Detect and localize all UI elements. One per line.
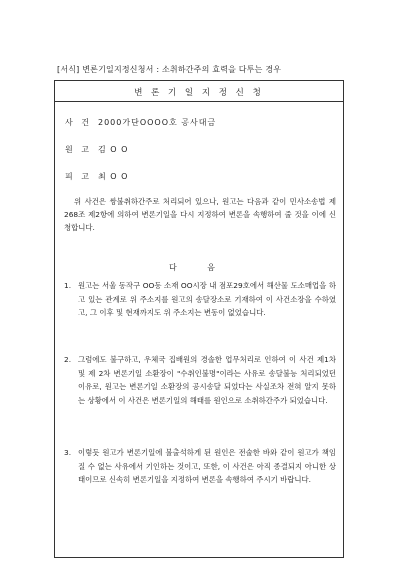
list-item [64, 279, 336, 320]
item-text: 이렇듯 원고가 변론기일에 불출석하게 된 원인은 전술한 바와 같이 원고가 책임질 수 없는 사유에서 기인하는 것이고, 또한, 이 사건은 아직 종결되지 아니한 상태이므로 신속히 변론기일을 지정하여 변론을 속행하여 주시기 바랍니다. [78, 448, 336, 484]
case-label: 사 건 [65, 118, 92, 127]
defendant-field [65, 171, 128, 182]
intro-paragraph: 위 사건은 쌍불취하간주로 처리되어 있으나, 원고는 다음과 같이 민사소송법 제268조 제2항에 의하여 변론기일을 다시 지정하여 변론을 속행하여 줄 것을 이에 신청합니다. [64, 197, 336, 232]
item-number: 2. [64, 355, 72, 364]
list-item [64, 353, 336, 407]
case-value: 2000가단OOOO호 공사대금 [98, 118, 217, 127]
item-text: 원고는 서울 동작구 OO동 소재 OO시장 내 점포29호에서 해산물 도소매업을 하고 있는 관계로 위 주소지를 원고의 송달장소로 기재하여 이 사건소장을 수하였고, 그 이후 및 현재까지도 위 주소지는 변동이 없었습니다. [78, 281, 336, 317]
defendant-value: 최 O O [98, 172, 129, 181]
defendant-label: 피 고 [65, 172, 92, 181]
document-title: 변 론 기 일 지 정 신 청 [134, 88, 264, 98]
plaintiff-label: 원 고 [65, 145, 92, 154]
case-field [65, 117, 216, 128]
item-number: 3. [64, 448, 72, 457]
plaintiff-field [65, 144, 128, 155]
item-number: 1. [64, 281, 72, 290]
form-header-label: [서식] 변론기일지정신청서 : 소취하간주의 효력을 다투는 경우 [57, 65, 282, 74]
application-form [54, 80, 344, 558]
item-text: 그럼에도 불구하고, 우체국 집배원의 경솔한 업무처리로 인하여 이 사건 제1차 및 제 2차 변론기일 소환장이 "수취인불명"이라는 사유로 송달불능 처리되었던 이유로, 원고는 변론기일 소환장의 공시송달 되었다는 사실조차 전혀 알지 못하는 상황에서 이 사건은 변론기일의 해태를 원인으로 소취하간주가 되었습니다. [78, 355, 336, 405]
list-item [64, 446, 336, 487]
section-heading: 다 음 [169, 263, 229, 272]
plaintiff-value: 김 O O [98, 145, 129, 154]
title-divider [55, 101, 343, 102]
